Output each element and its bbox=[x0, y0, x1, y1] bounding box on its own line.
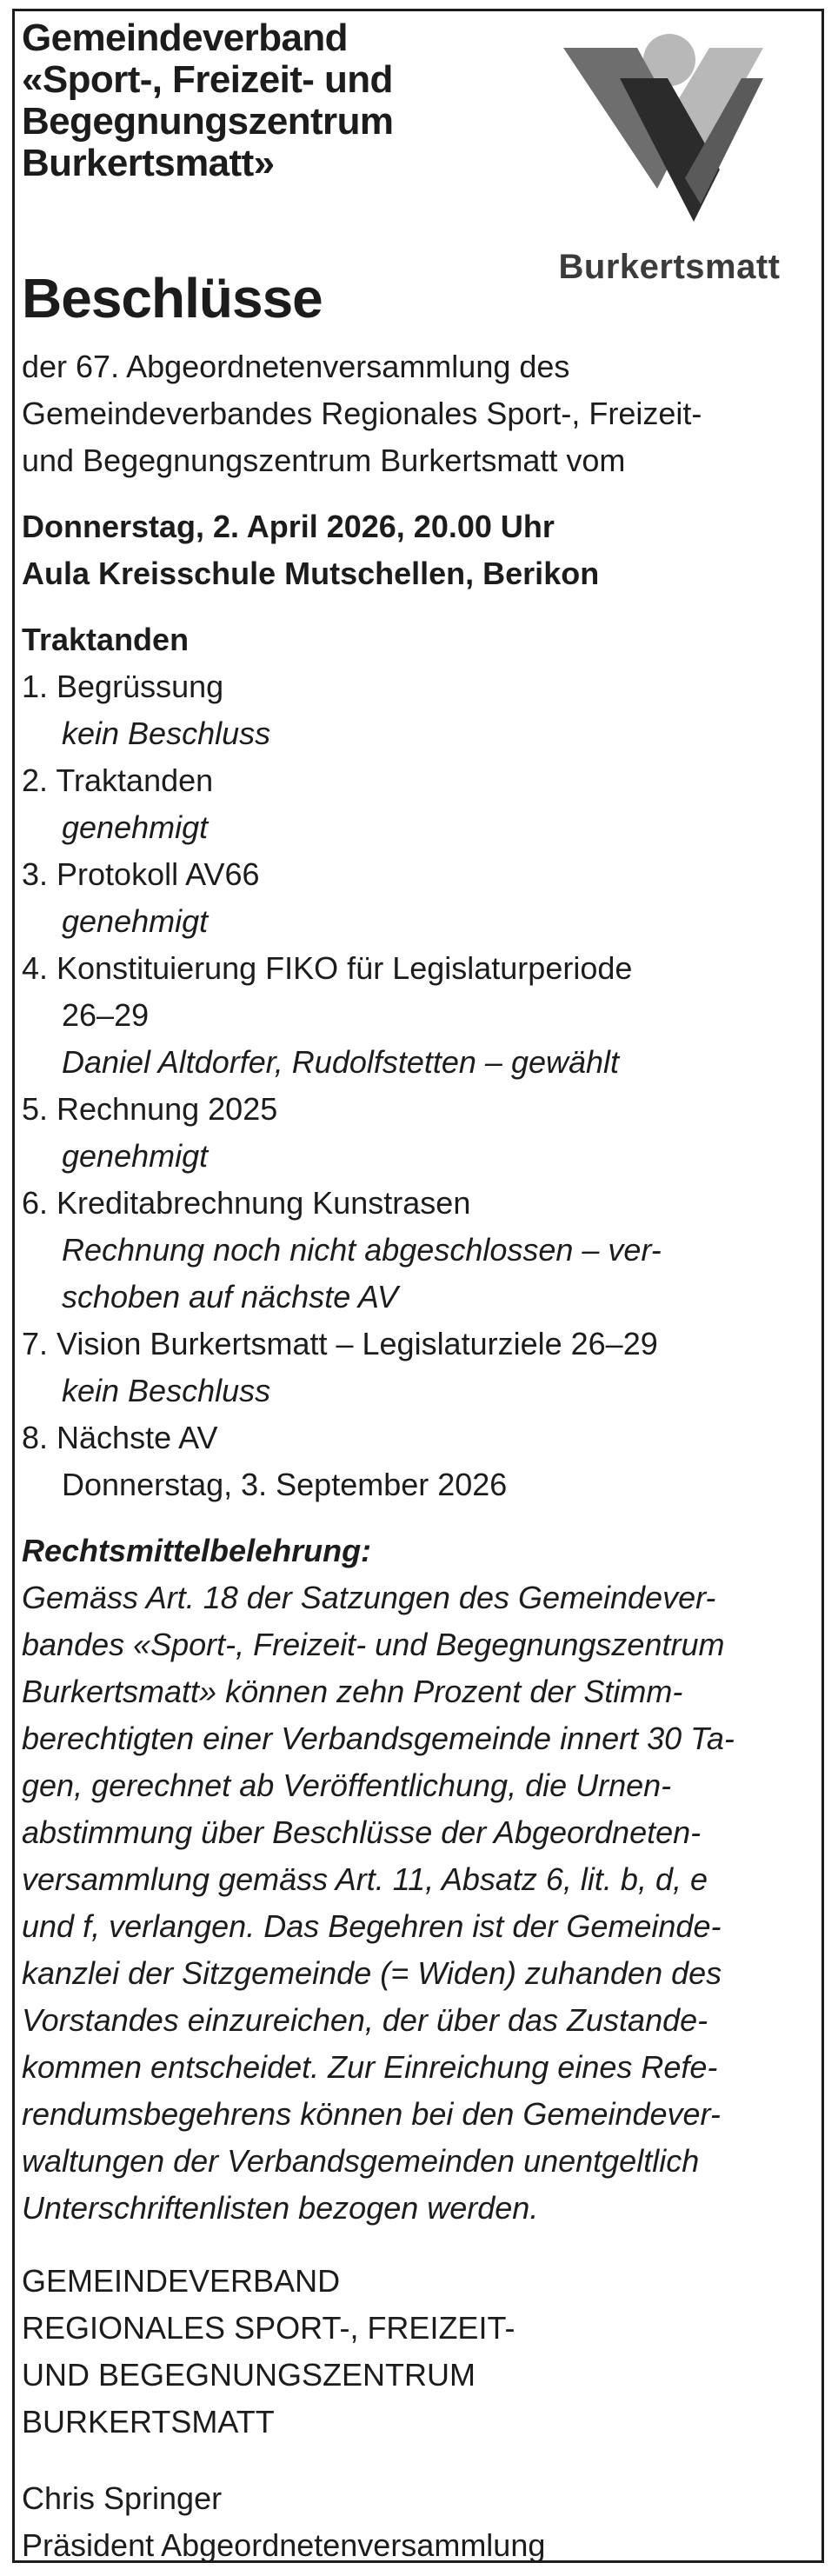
agenda-item-decision: Daniel Altdorfer, Rudolfstetten – gewählt bbox=[62, 1044, 620, 1080]
logo-wordmark: Burkertsmatt bbox=[558, 248, 781, 286]
agenda-item-title: 1. Begrüssung bbox=[22, 669, 224, 704]
intro-text: der 67. Abgeordnetenversammlung des Gemeindeverbandes Regionales Sport-, Freizeit- und Begegnungszentrum Burkertsmatt vom bbox=[22, 349, 702, 478]
agenda-item-title: 7. Vision Burkertsmatt – Legislaturziele 26–29 bbox=[22, 1326, 658, 1361]
agenda-list bbox=[22, 663, 808, 1508]
agenda-item bbox=[22, 1086, 808, 1180]
agenda-item-decision: Rechnung noch nicht abgeschlossen – ver- schoben auf nächste AV bbox=[62, 1232, 662, 1315]
agenda-item bbox=[22, 1321, 808, 1414]
legal-notice bbox=[22, 1528, 808, 2232]
organization-title: Gemeindeverband «Sport-, Freizeit- und Begegnungszentrum Burkertsmatt» bbox=[22, 17, 394, 184]
agenda-item bbox=[22, 945, 808, 1086]
agenda-item bbox=[22, 851, 808, 945]
agenda-item bbox=[22, 663, 808, 757]
agenda-item-title: 5. Rechnung 2025 bbox=[22, 1091, 278, 1127]
agenda-title: Traktanden bbox=[22, 622, 190, 657]
signer-block: Chris Springer Präsident Abgeordnetenversammlung bbox=[22, 2480, 546, 2563]
agenda-item-title: 3. Protokoll AV66 bbox=[22, 856, 260, 892]
agenda-item-decision: kein Beschluss bbox=[62, 716, 271, 751]
burkertsmatt-logo-mark bbox=[555, 30, 772, 226]
agenda-item-title: 2. Traktanden bbox=[22, 762, 214, 798]
agenda-item-title-continued: 26–29 bbox=[62, 997, 150, 1033]
agenda-item bbox=[22, 757, 808, 851]
agenda-item-title: 4. Konstituierung FIKO für Legislaturperiode bbox=[22, 950, 633, 986]
agenda-item-title: 6. Kreditabrechnung Kunstrasen bbox=[22, 1185, 471, 1221]
legal-text: Gemäss Art. 18 der Satzungen des Gemeindever- bandes «Sport-, Freizeit- und Begegnungszentrum Burkertsmatt» können zehn Prozent der Stimm- berechtigten einer Verbandsgemeinde innert 30 Ta- gen, gerechnet ab Veröffentlichung, die Urnen- abstimmung über Beschlüsse der Abgeordneten- versammlung gemäss Art. 11, Absatz 6, lit. b, d, e und f, verlangen. Das Begehren ist der Gemeinde- kanzlei der Sitzgemeinde (= Widen) zuhanden des Vorstandes einzureichen, der über das Zustande- kommen entscheidet. Zur Einreichung eines Refe- rendumsbegehrens können bei den Gemeindever- waltungen der Verbandsgemeinden unentgeltlich Unterschriftenlisten bezogen werden. bbox=[22, 1580, 735, 2226]
agenda-item-decision: genehmigt bbox=[62, 1138, 209, 1174]
document-title: Beschlüsse bbox=[22, 267, 323, 329]
agenda-item-decision: genehmigt bbox=[62, 903, 209, 939]
agenda-item bbox=[22, 1180, 808, 1321]
signatory-organization: GEMEINDEVERBAND REGIONALES SPORT-, FREIZEIT- UND BEGEGNUNGSZENTRUM BURKERTSMATT bbox=[22, 2263, 515, 2440]
agenda-item bbox=[22, 1414, 808, 1508]
agenda-item-title: 8. Nächste AV bbox=[22, 1420, 218, 1455]
notice-content bbox=[22, 343, 808, 2569]
agenda-item-date: Donnerstag, 3. September 2026 bbox=[62, 1467, 508, 1502]
meeting-details: Donnerstag, 2. April 2026, 20.00 Uhr Aula Kreisschule Mutschellen, Berikon bbox=[22, 509, 600, 591]
burkertsmatt-logo bbox=[539, 30, 800, 296]
legal-heading: Rechtsmittelbelehrung: bbox=[22, 1533, 372, 1568]
agenda-item-decision: genehmigt bbox=[62, 809, 209, 845]
notice-header bbox=[22, 17, 526, 184]
agenda-item-decision: kein Beschluss bbox=[62, 1373, 271, 1408]
